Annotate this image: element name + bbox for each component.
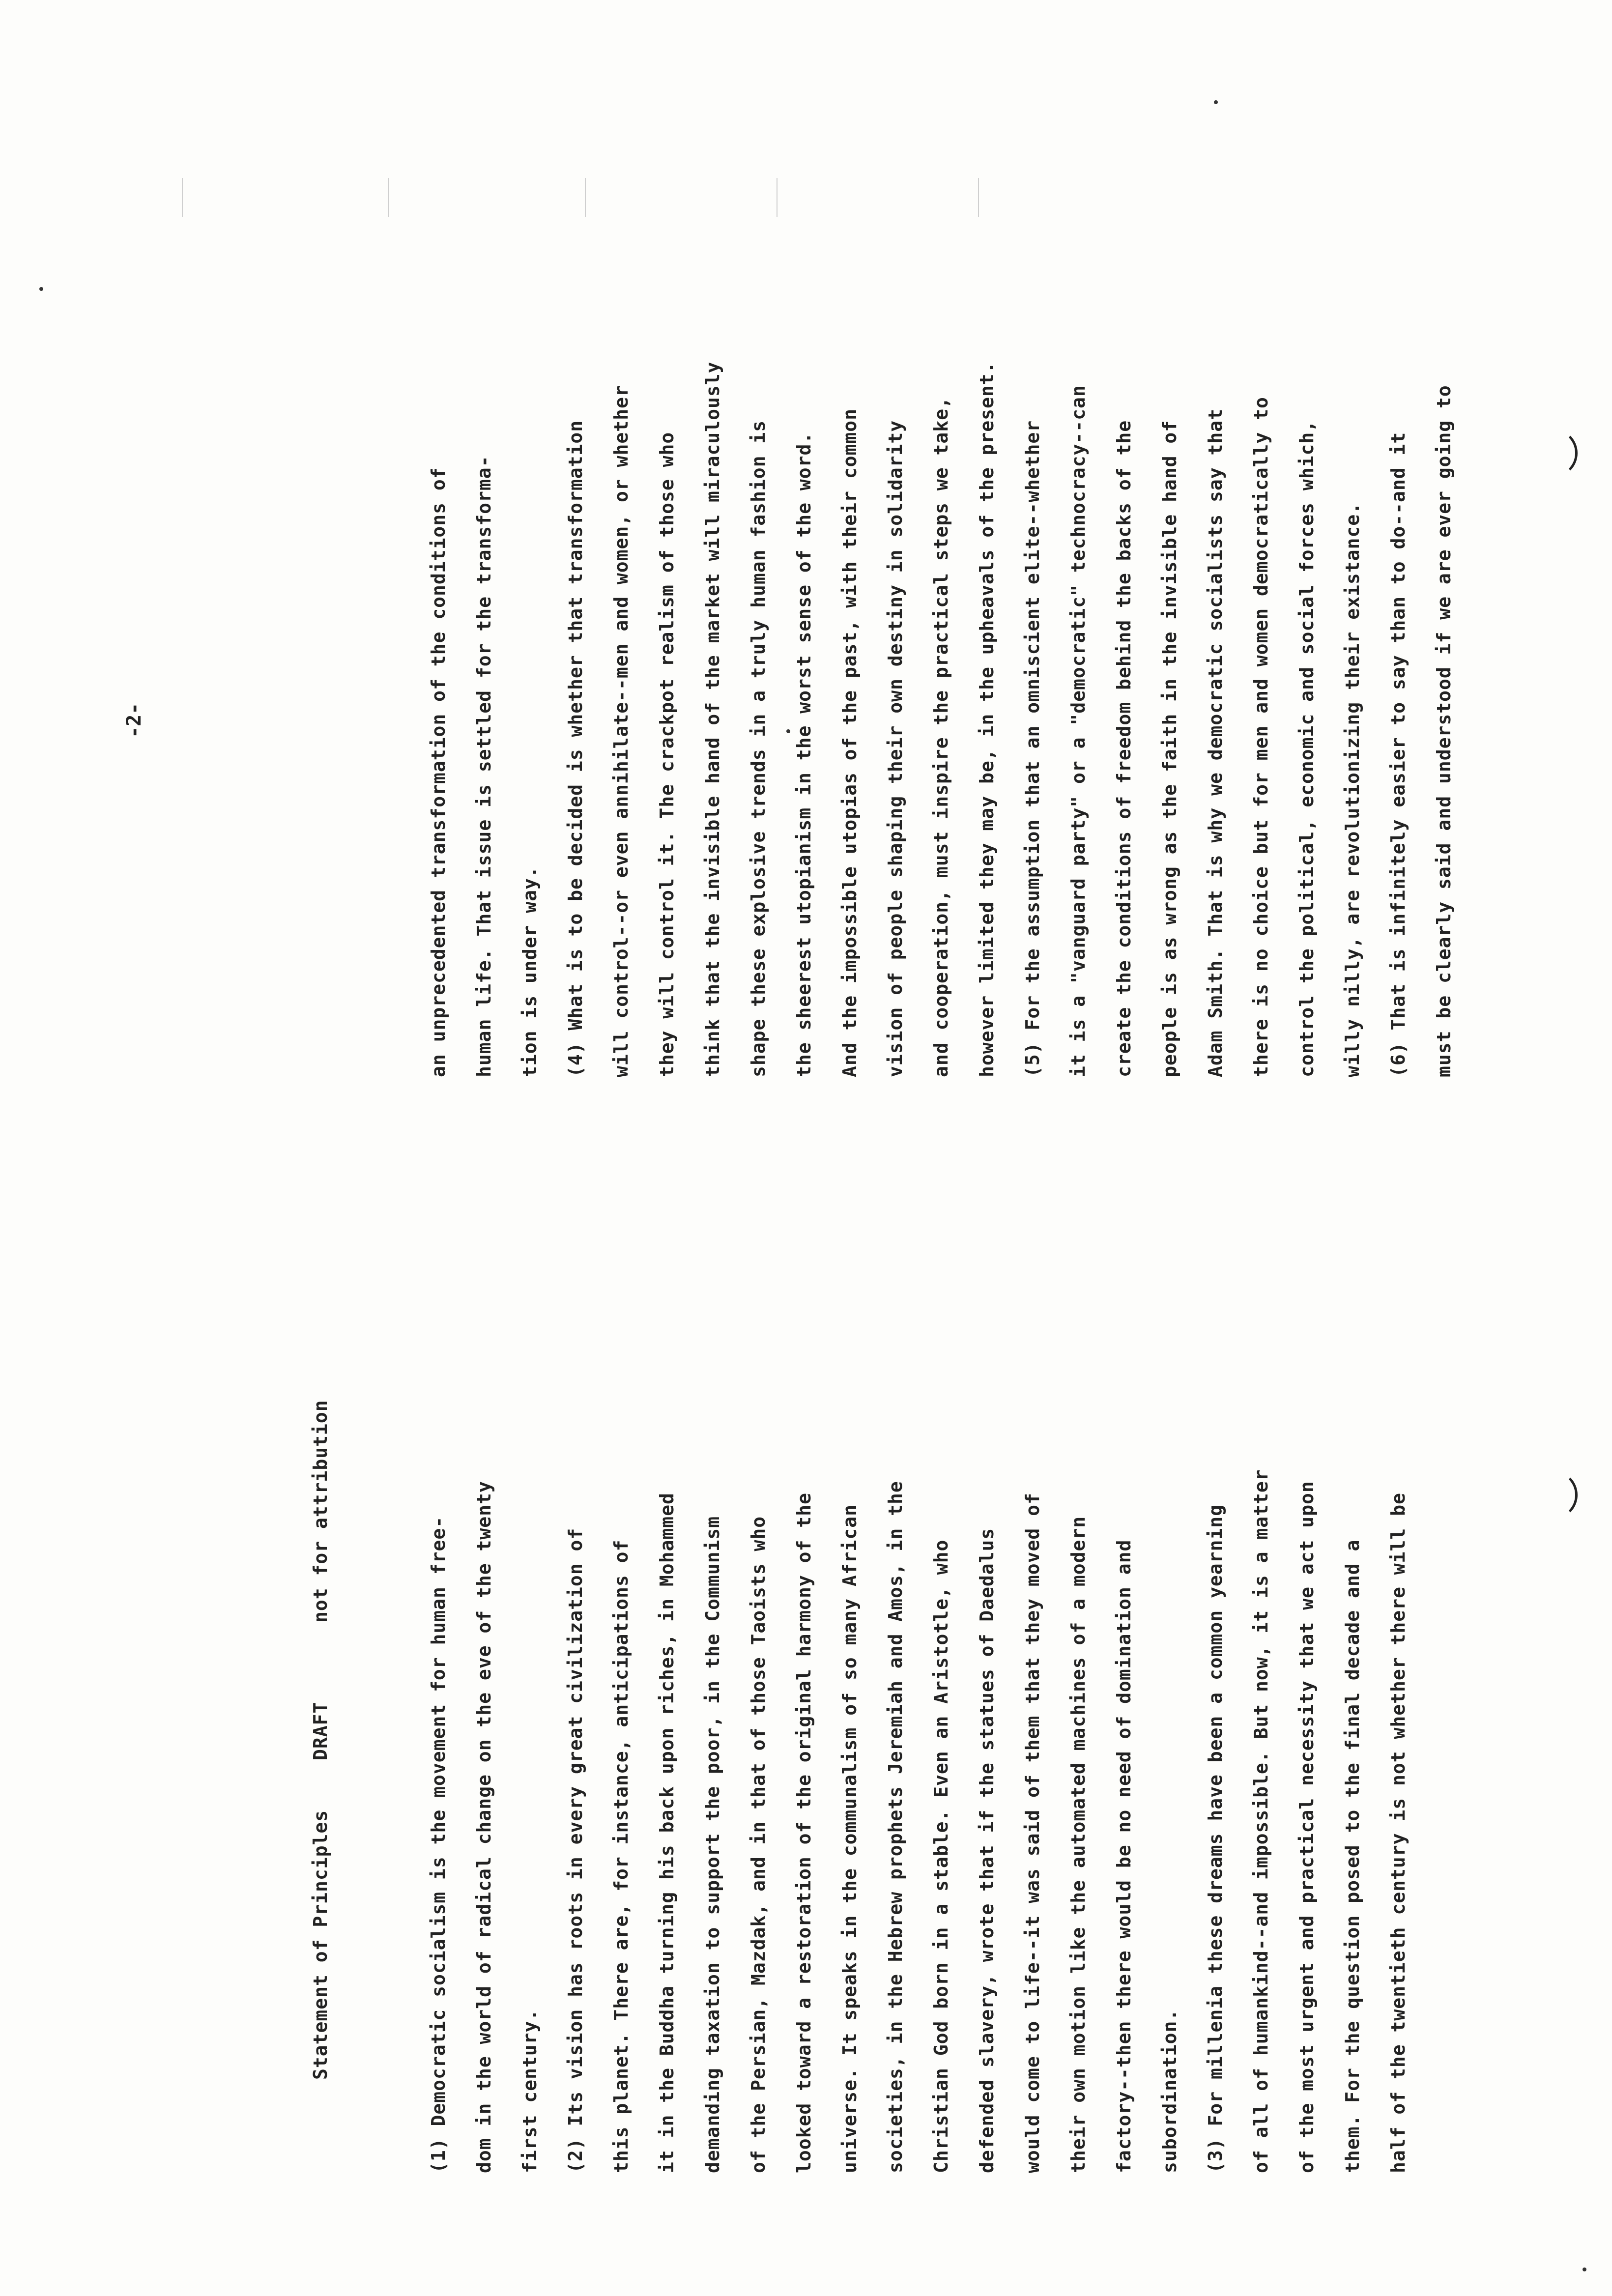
text-line: it in the Buddha turning his back upon riches, in Mohammed: [656, 1492, 678, 2173]
text-line: willy nilly, are revolutionizing their existance.: [1342, 502, 1363, 1077]
text-line: will control--or even annihilate--men and women, or whether: [610, 385, 632, 1077]
text-line: and cooperation, must inspire the practical steps we take,: [930, 397, 952, 1077]
draft-label: DRAFT: [310, 1701, 331, 1760]
text-line: Adam Smith. That is why we democratic socialists say that: [1205, 408, 1226, 1077]
text-line: Christian God born in a stable. Even an Aristotle, who: [930, 1539, 952, 2173]
hole-punch-mark-upper: [1528, 429, 1578, 478]
text-line: create the conditions of freedom behind the backs of the: [1113, 420, 1135, 1077]
text-line: this planet. There are, for instance, anticipations of: [610, 1539, 632, 2173]
text-line: of the most urgent and practical necessity that we act upon: [1296, 1481, 1318, 2173]
text-line: universe. It speaks in the communalism of so many African: [839, 1504, 861, 2173]
speck: [1583, 2267, 1586, 2271]
text-line: their own motion like the automated machines of a modern: [1067, 1516, 1089, 2173]
text-line: (5) For the assumption that an omniscient elite--whether: [1022, 420, 1043, 1077]
page-number: -2-: [123, 702, 145, 738]
text-line: looked toward a restoration of the original harmony of the: [793, 1492, 815, 2173]
attribution-note: not for attribution: [310, 1400, 331, 1623]
text-line: (1) Democratic socialism is the movement for human free-: [428, 1516, 449, 2173]
text-line: subordination.: [1159, 2009, 1180, 2173]
text-line: (4) What is to be decided is whether that transformation: [565, 420, 586, 1077]
text-line: control the political, economic and social forces which,: [1296, 420, 1318, 1077]
text-line: them. For the question posed to the final decade and a: [1342, 1539, 1363, 2173]
text-line: an unprecedented transformation of the conditions of: [428, 467, 449, 1077]
speck: [786, 729, 790, 733]
scan-line: [585, 178, 586, 217]
scan-line: [388, 178, 389, 217]
text-line: (6) That is infinitely easier to say than to do--and it: [1387, 431, 1409, 1077]
text-line: factory--then there would be no need of domination and: [1113, 1539, 1135, 2173]
text-line: there is no choice but for men and women democratically to: [1250, 397, 1272, 1077]
text-line: must be clearly said and understood if we are ever going to: [1433, 385, 1455, 1077]
text-line: half of the twentieth century is not whether there will be: [1387, 1492, 1409, 2173]
scan-line: [182, 178, 183, 217]
text-line: they will control it. The crackpot realism of those who: [656, 431, 678, 1077]
text-line: societies, in the Hebrew prophets Jeremiah and Amos, in the: [885, 1481, 906, 2173]
scan-line: [978, 178, 979, 217]
text-line: would come to life--it was said of them that they moved of: [1022, 1492, 1043, 2173]
text-line: demanding taxation to support the poor, in the Communism: [702, 1516, 723, 2173]
document-title: Statement of Principles: [310, 1809, 331, 2080]
text-line: think that the invisible hand of the market will miraculously: [702, 361, 723, 1077]
text-line: (3) For millenia these dreams have been a common yearning: [1205, 1504, 1226, 2173]
text-line: dom in the world of radical change on the eve of the twenty: [473, 1481, 495, 2173]
text-line: first century.: [519, 2009, 541, 2173]
speck: [1214, 100, 1218, 104]
text-line: defended slavery, wrote that if the statues of Daedalus: [976, 1527, 998, 2173]
text-line: of all of humankind--and impossible. But now, it is a matter: [1250, 1469, 1272, 2173]
text-line: it is a "vanguard party" or a "democratic" technocracy--can: [1067, 385, 1089, 1077]
hole-punch-mark-lower: [1528, 1470, 1578, 1520]
speck: [39, 287, 43, 291]
text-line: vision of people shaping their own destiny in solidarity: [885, 420, 906, 1077]
text-line: people is as wrong as the faith in the invisible hand of: [1159, 420, 1180, 1077]
text-line: of the Persian, Mazdak, and in that of those Taoists who: [748, 1516, 769, 2173]
text-line: (2) Its vision has roots in every great civilization of: [565, 1527, 586, 2173]
text-line: the sheerest utopianism in the worst sense of the word.: [793, 431, 815, 1077]
text-line: however limited they may be, in the upheavals of the present.: [976, 361, 998, 1077]
text-line: tion is under way.: [519, 866, 541, 1077]
text-line: shape these explosive trends in a truly human fashion is: [748, 420, 769, 1077]
text-line: human life. That issue is settled for the transforma-: [473, 455, 495, 1077]
text-line: And the impossible utopias of the past, with their common: [839, 408, 861, 1077]
